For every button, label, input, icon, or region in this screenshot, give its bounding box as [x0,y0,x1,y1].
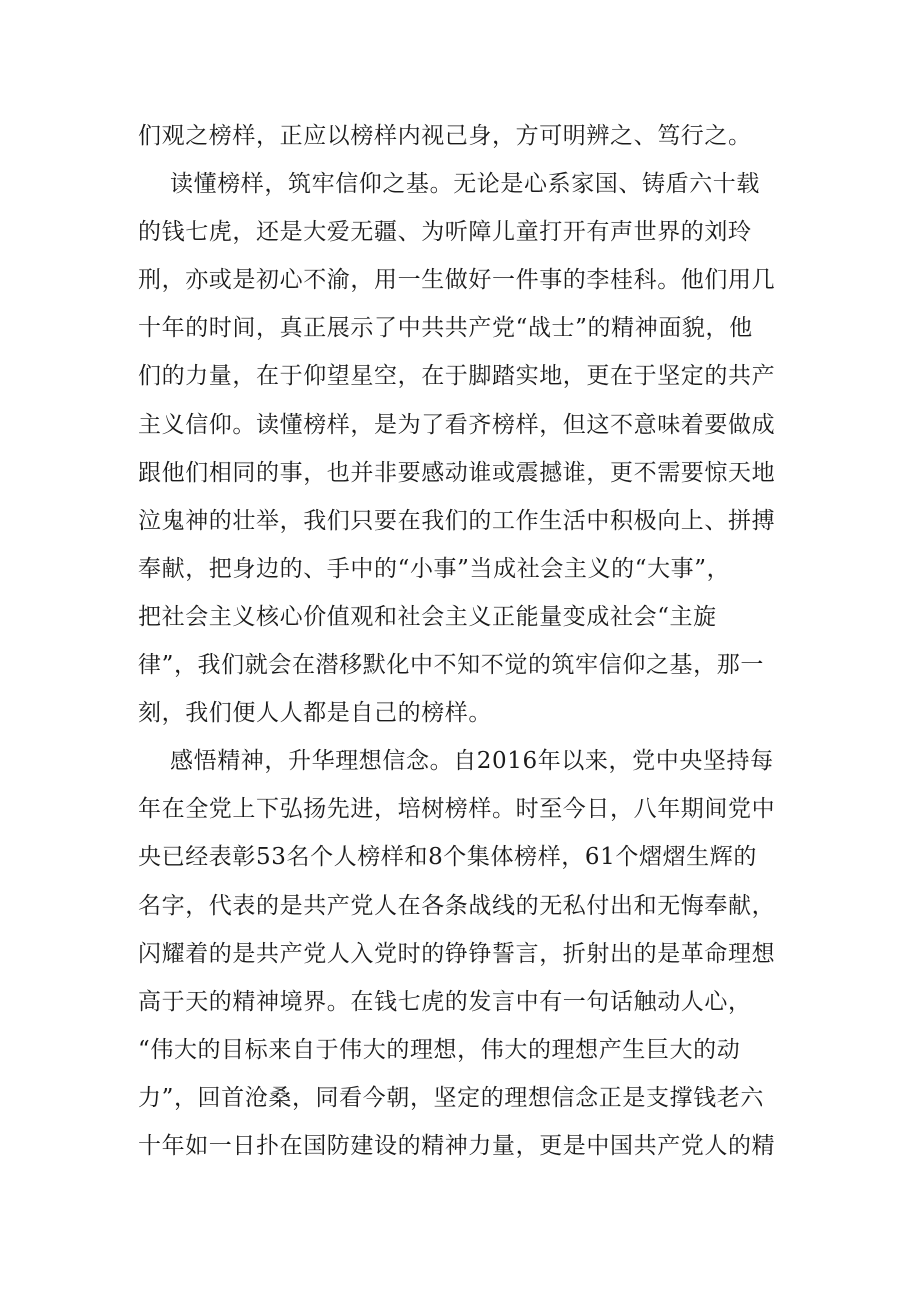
text-line: 十年如一日扑在国防建设的精神力量，更是中国共产党人的精 [138,1132,776,1159]
text-line: 高于天的精神境界。在钱七虎的发言中有一句话触动人心， [138,988,752,1015]
text-line: 刑，亦或是初心不渝，用一生做好一件事的李桂科。他们用几 [138,267,776,294]
text-line: 名字，代表的是共产党人在各条战线的无私付出和无悔奉献， [138,892,776,919]
text-line: 们观之榜样，正应以榜样内视己身，方可明辨之、笃行之。 [138,123,752,149]
text-line: “伟大的目标来自于伟大的理想，伟大的理想产生巨大的动 [138,1036,741,1063]
text-line: 十年的时间，真正展示了中共共产党“战士”的精神面貌，他 [138,315,753,342]
text-line: 律”，我们就会在潜移默化中不知不觉的筑牢信仰之基，那一 [138,652,764,679]
document-body [138,112,778,1170]
text-line: 主义信仰。读懂榜样，是为了看齐榜样，但这不意味着要做成 [138,411,776,438]
text-line: 央已经表彰53名个人榜样和8个集体榜样，61个熠熠生辉的 [138,844,757,871]
text-line: 闪耀着的是共产党人入党时的铮铮誓言，折射出的是革命理想 [138,940,776,967]
text-line: 奉献，把身边的、手中的“小事”当成社会主义的“大事”， [138,555,731,582]
text-line: 刻，我们便人人都是自己的榜样。 [138,700,492,727]
text-line: 跟他们相同的事，也并非要感动谁或震撼谁，更不需要惊天地 [138,459,776,486]
text-line: 们的力量，在于仰望星空，在于脚踏实地，更在于坚定的共产 [138,363,776,390]
text-line: 把社会主义核心价值观和社会主义正能量变成社会“主旋 [138,603,717,630]
paragraph-start-line: 感悟精神，升华理想信念。自2016年以来，党中央坚持每 [170,748,774,775]
text-line: 年在全党上下弘扬先进，培树榜样。时至今日，八年期间党中 [138,796,776,823]
text-line: 泣鬼神的壮举，我们只要在我们的工作生活中积极向上、拼搏 [138,507,776,534]
paragraph-start-line: 读懂榜样，筑牢信仰之基。无论是心系家国、铸盾六十载 [170,171,760,198]
text-line: 的钱七虎，还是大爱无疆、为听障儿童打开有声世界的刘玲 [138,219,752,246]
text-line: 力”，回首沧桑，同看今朝，坚定的理想信念正是支撑钱老六 [138,1084,764,1111]
